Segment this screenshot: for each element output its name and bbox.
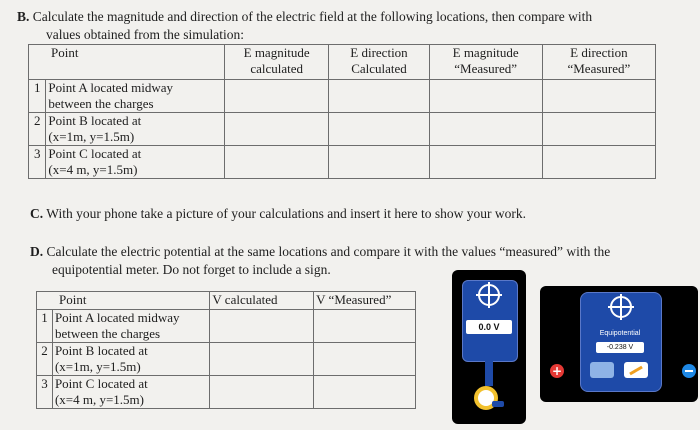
table-row bbox=[29, 146, 656, 179]
header-line: “Measured” bbox=[567, 61, 631, 76]
section-b bbox=[17, 8, 697, 25]
voltmeter-probe-cable bbox=[485, 360, 493, 386]
answer-cell[interactable] bbox=[314, 343, 416, 376]
row-label bbox=[52, 310, 209, 343]
answer-cell[interactable] bbox=[224, 113, 329, 146]
answer-cell[interactable] bbox=[329, 80, 429, 113]
table-d-header-point: Point bbox=[37, 292, 210, 310]
equipotential-title: Equipotential bbox=[599, 330, 641, 337]
section-c bbox=[30, 205, 526, 222]
row-number: 3 bbox=[37, 376, 53, 409]
answer-cell[interactable] bbox=[314, 310, 416, 343]
answer-cell[interactable] bbox=[542, 146, 655, 179]
row-label-line: (x=4 m, y=1.5m) bbox=[48, 162, 138, 177]
row-label bbox=[46, 80, 225, 113]
voltmeter-reading: 0.0 V bbox=[466, 320, 512, 334]
equipotential-panel[interactable] bbox=[540, 286, 698, 402]
row-label-line: (x=1m, y=1.5m) bbox=[48, 129, 135, 144]
table-d-header-v-calc: V calculated bbox=[210, 292, 314, 310]
row-label bbox=[46, 146, 225, 179]
table-b-header-e-dir-calc bbox=[329, 45, 429, 80]
row-number: 2 bbox=[37, 343, 53, 376]
table-row bbox=[29, 80, 656, 113]
table-d-header-v-meas: V “Measured” bbox=[314, 292, 416, 310]
section-d bbox=[30, 243, 695, 260]
row-label-line: Point C located at bbox=[48, 146, 142, 161]
section-b-letter: B. bbox=[17, 9, 30, 24]
answer-cell[interactable] bbox=[429, 146, 542, 179]
answer-cell[interactable] bbox=[429, 80, 542, 113]
crosshair-icon[interactable] bbox=[610, 296, 632, 318]
table-b-header-point: Point bbox=[29, 45, 225, 80]
pencil-icon[interactable] bbox=[624, 362, 648, 378]
table-b-header-e-mag-calc bbox=[224, 45, 329, 80]
table-b bbox=[28, 44, 656, 179]
row-label bbox=[52, 376, 209, 409]
row-label-line: Point A located midway bbox=[54, 310, 180, 325]
table-row bbox=[37, 376, 416, 409]
crosshair-icon[interactable] bbox=[478, 284, 500, 306]
row-number: 3 bbox=[29, 146, 46, 179]
answer-cell[interactable] bbox=[329, 146, 429, 179]
header-line: Calculated bbox=[351, 61, 407, 76]
row-label-line: (x=1m, y=1.5m) bbox=[54, 359, 141, 374]
row-label-line: between the charges bbox=[54, 326, 161, 341]
section-d-letter: D. bbox=[30, 244, 44, 259]
row-label-line: (x=4 m, y=1.5m) bbox=[54, 392, 144, 407]
table-row bbox=[37, 343, 416, 376]
voltmeter-panel[interactable] bbox=[452, 270, 526, 424]
section-c-text: With your phone take a picture of your calculations and insert it here to show your work. bbox=[46, 206, 526, 221]
section-c-letter: C. bbox=[30, 206, 44, 221]
table-d bbox=[36, 291, 416, 409]
pencil-button[interactable] bbox=[590, 362, 614, 378]
table-b-header bbox=[29, 45, 656, 80]
section-b-line2: values obtained from the simulation: bbox=[46, 27, 244, 42]
row-label-line: between the charges bbox=[48, 96, 154, 111]
section-d-line2: equipotential meter. Do not forget to include a sign. bbox=[52, 262, 331, 277]
answer-cell[interactable] bbox=[210, 343, 314, 376]
row-label-line: Point A located midway bbox=[48, 80, 173, 95]
answer-cell[interactable] bbox=[329, 113, 429, 146]
header-line: calculated bbox=[250, 61, 304, 76]
answer-cell[interactable] bbox=[542, 80, 655, 113]
row-number: 1 bbox=[37, 310, 53, 343]
header-line: E direction bbox=[570, 45, 628, 60]
row-label bbox=[52, 343, 209, 376]
section-b-line1: Calculate the magnitude and direction of the electric field at the following locations, then compare with bbox=[32, 9, 593, 24]
plus-icon[interactable]: + bbox=[551, 364, 563, 378]
row-label bbox=[46, 113, 225, 146]
section-d-line1: Calculate the electric potential at the same locations and compare it with the values “measured” with the bbox=[46, 244, 611, 259]
equipotential-reading: -0.238 V bbox=[596, 342, 644, 353]
header-line: E magnitude bbox=[243, 45, 310, 60]
answer-cell[interactable] bbox=[210, 376, 314, 409]
table-d-header bbox=[37, 292, 416, 310]
answer-cell[interactable] bbox=[224, 80, 329, 113]
table-row bbox=[29, 113, 656, 146]
voltmeter-probe-stem bbox=[492, 401, 504, 407]
table-b-header-e-mag-meas bbox=[429, 45, 542, 80]
answer-cell[interactable] bbox=[542, 113, 655, 146]
answer-cell[interactable] bbox=[224, 146, 329, 179]
header-line: E magnitude bbox=[452, 45, 519, 60]
header-line: “Measured” bbox=[454, 61, 518, 76]
row-number: 1 bbox=[29, 80, 46, 113]
minus-icon[interactable] bbox=[682, 364, 696, 378]
row-label-line: Point B located at bbox=[54, 343, 148, 358]
row-number: 2 bbox=[29, 113, 46, 146]
table-row bbox=[37, 310, 416, 343]
table-b-header-e-dir-meas bbox=[542, 45, 655, 80]
answer-cell[interactable] bbox=[210, 310, 314, 343]
answer-cell[interactable] bbox=[429, 113, 542, 146]
row-label-line: Point C located at bbox=[54, 376, 148, 391]
answer-cell[interactable] bbox=[314, 376, 416, 409]
row-label-line: Point B located at bbox=[48, 113, 142, 128]
header-line: E direction bbox=[350, 45, 408, 60]
